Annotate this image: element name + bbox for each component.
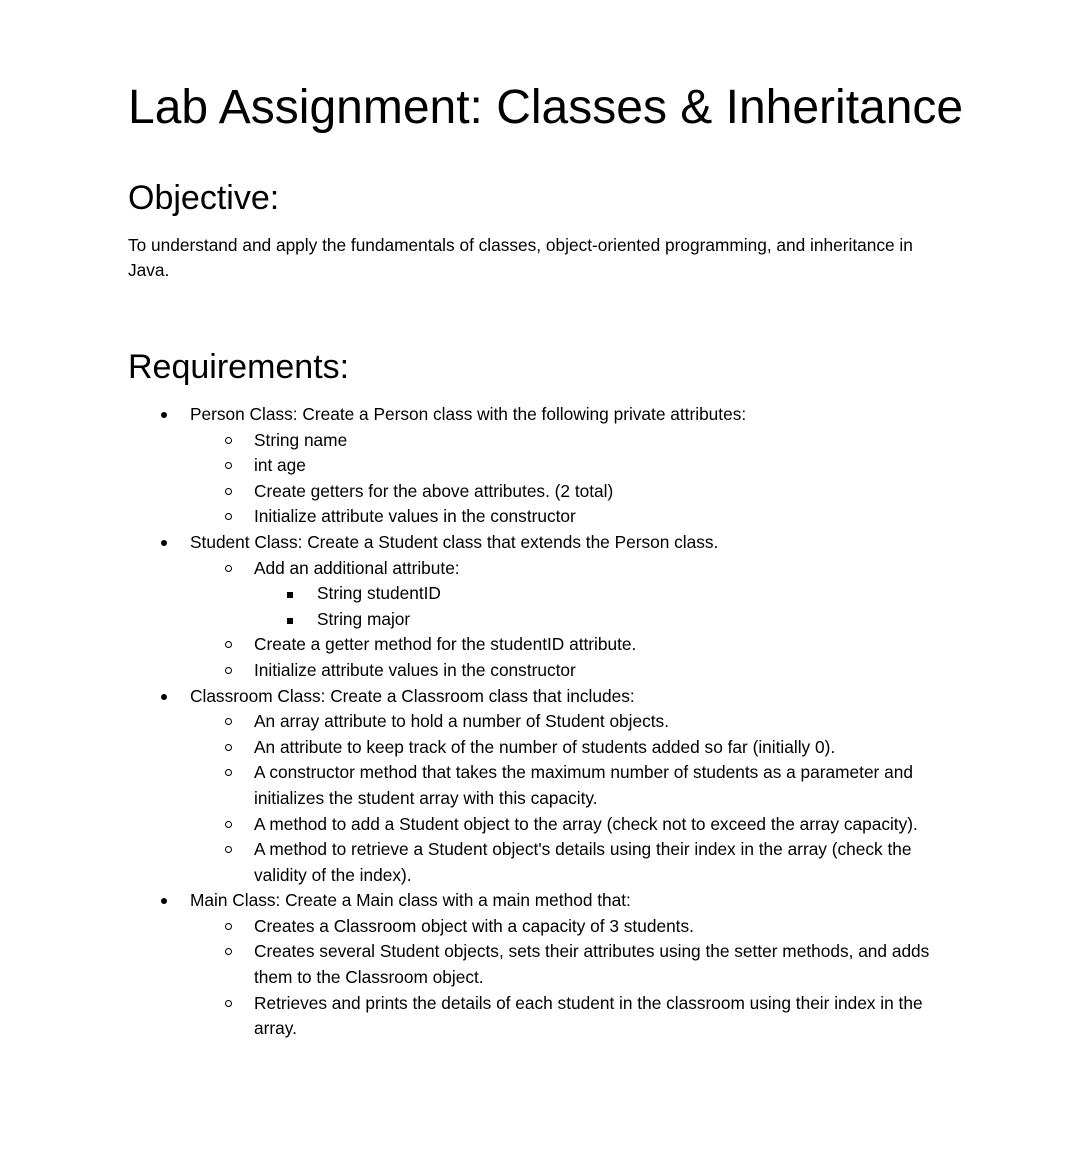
requirements-list (0, 402, 1080, 1042)
sub-item: int age (190, 453, 954, 479)
sub-list (190, 428, 1080, 530)
sub-item: Initialize attribute values in the constructor (190, 658, 954, 684)
requirement-label: Classroom Class: Create a Classroom class that includes: (190, 685, 635, 706)
nested-list (254, 581, 954, 632)
sub-item: A method to retrieve a Student object's details using their index in the array (check the validity of the index). (190, 837, 954, 888)
requirement-label: Main Class: Create a Main class with a main method that: (190, 890, 631, 911)
sub-item: An attribute to keep track of the number of students added so far (initially 0). (190, 735, 954, 761)
requirement-label: Person Class: Create a Person class with the following private attributes: (190, 404, 747, 424)
sub-item: An array attribute to hold a number of Student objects. (190, 709, 954, 735)
document-title: Lab Assignment: Classes & Inheritance (128, 81, 964, 134)
sub-item-label: Add an additional attribute: (254, 557, 460, 578)
requirement-label: Student Class: Create a Student class that extends the Person class. (190, 531, 719, 552)
requirement-main-class (0, 888, 1080, 1042)
sub-item: Retrieves and prints the details of each student in the classroom using their index in the array. (190, 991, 954, 1042)
objective-heading: Objective: (128, 179, 280, 217)
requirement-classroom-class (0, 684, 1080, 889)
nested-item: String major (254, 607, 954, 633)
sub-list (190, 709, 1080, 888)
requirement-person-class (0, 402, 1080, 530)
sub-item: Create a getter method for the studentID attribute. (190, 632, 954, 658)
requirements-heading: Requirements: (128, 348, 350, 386)
sub-list (190, 556, 1080, 684)
sub-item: Initialize attribute values in the constructor (190, 504, 954, 530)
objective-text: To understand and apply the fundamentals of classes, object-oriented programming, and inheritance in Java. (128, 235, 913, 281)
sub-item: Creates a Classroom object with a capacity of 3 students. (190, 914, 954, 940)
sub-item: Creates several Student objects, sets their attributes using the setter methods, and adds them to the Classroom object. (190, 939, 954, 990)
sub-item: Create getters for the above attributes. (2 total) (190, 479, 954, 505)
sub-item: A method to add a Student object to the array (check not to exceed the array capacity). (190, 812, 954, 838)
requirement-student-class (0, 530, 1080, 684)
sub-item (190, 556, 954, 633)
sub-item: String name (190, 428, 954, 454)
nested-item: String studentID (254, 581, 954, 607)
sub-item: A constructor method that takes the maximum number of students as a parameter and initializes the student array with this capacity. (190, 760, 954, 811)
sub-list (190, 914, 1080, 1042)
